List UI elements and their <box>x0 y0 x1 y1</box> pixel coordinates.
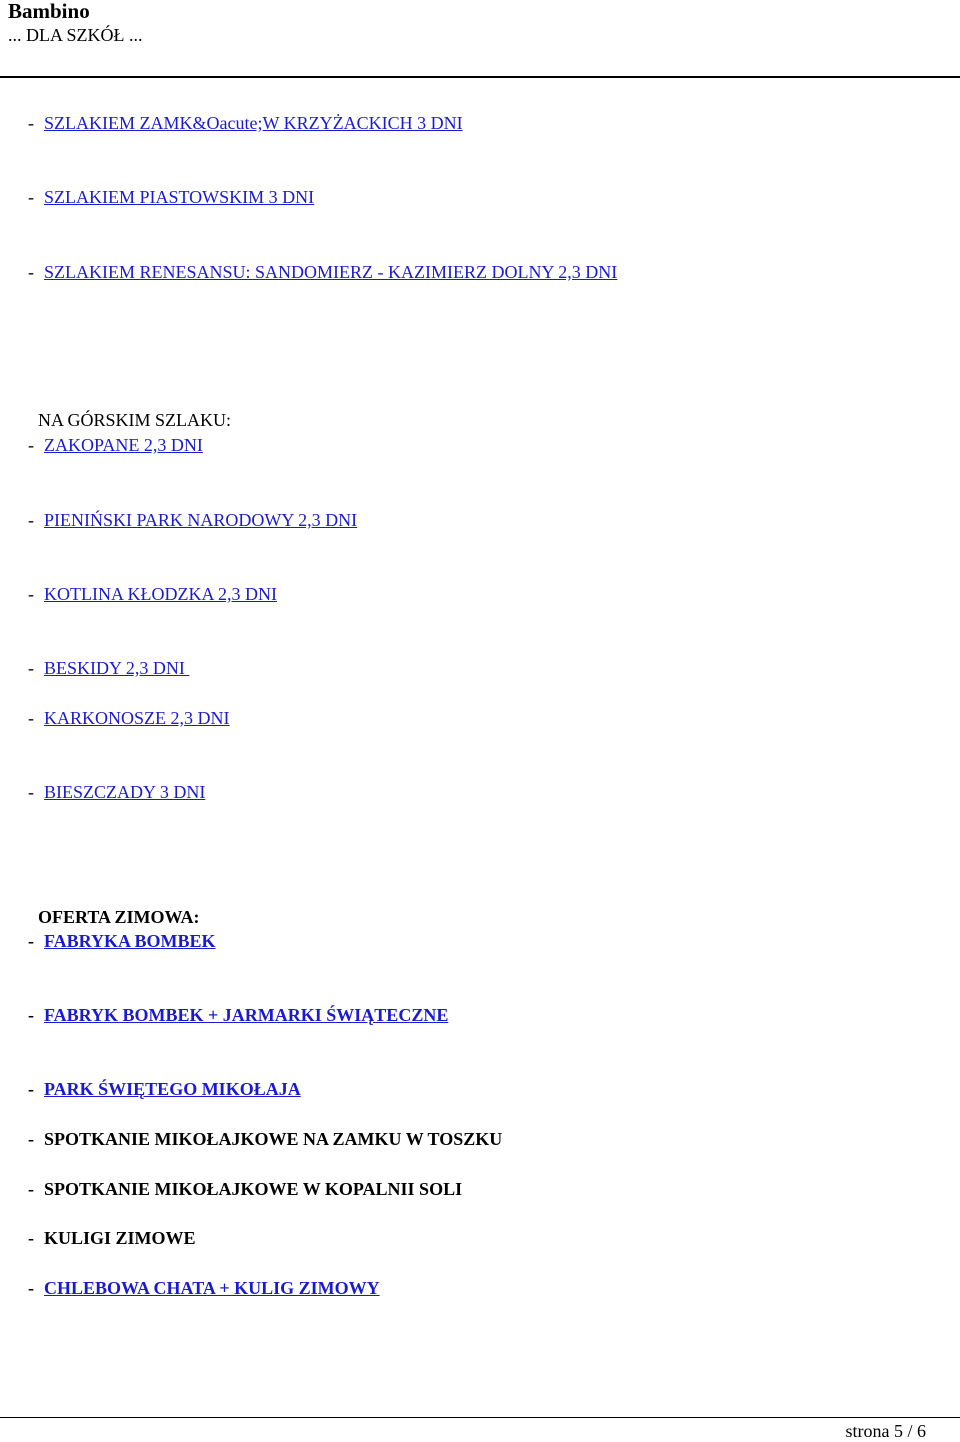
winter-link-bread-hut[interactable]: CHLEBOWA CHATA + KULIG ZIMOWY <box>44 1278 380 1298</box>
section-heading-winter: OFERTA ZIMOWA: <box>38 907 200 927</box>
list-item <box>28 434 203 456</box>
list-dash: - <box>28 658 34 678</box>
list-dash: - <box>28 113 34 133</box>
mountain-link-karkonosze[interactable]: KARKONOSZE 2,3 DNI <box>44 708 230 728</box>
mountain-link-pieniny[interactable]: PIENIŃSKI PARK NARODOWY 2,3 DNI <box>44 510 358 530</box>
trail-link-piast[interactable]: SZLAKIEM PIASTOWSKIM 3 DNI <box>44 187 315 207</box>
winter-link-bauble-factory-fairs[interactable]: FABRYK BOMBEK + JARMARKI ŚWIĄTECZNE <box>44 1005 449 1025</box>
list-dash: - <box>28 510 34 530</box>
header-divider <box>0 76 960 78</box>
list-item <box>28 112 463 134</box>
list-item <box>28 781 205 803</box>
list-dash: - <box>28 782 34 802</box>
list-item <box>28 509 357 531</box>
list-item <box>28 261 617 283</box>
site-subtitle: ... DLA SZKÓŁ ... <box>8 25 143 45</box>
winter-link-bauble-factory[interactable]: FABRYKA BOMBEK <box>44 931 216 951</box>
list-item <box>28 1004 448 1026</box>
list-item <box>28 1078 301 1100</box>
footer-divider <box>0 1417 960 1418</box>
mountain-link-zakopane[interactable]: ZAKOPANE 2,3 DNI <box>44 435 203 455</box>
site-title: Bambino <box>8 0 90 23</box>
list-dash: - <box>28 1079 34 1099</box>
list-dash: - <box>28 931 34 951</box>
mountain-link-beskidy[interactable]: BESKIDY 2,3 DNI <box>44 658 190 678</box>
list-item <box>28 186 314 208</box>
list-item <box>28 1178 462 1200</box>
winter-item-salt-mine: SPOTKANIE MIKOŁAJKOWE W KOPALNII SOLI <box>44 1179 463 1199</box>
list-dash: - <box>28 1228 34 1248</box>
winter-item-toszek-castle: SPOTKANIE MIKOŁAJKOWE NA ZAMKU W TOSZKU <box>44 1129 503 1149</box>
list-dash: - <box>28 708 34 728</box>
list-dash: - <box>28 1005 34 1025</box>
trail-link-renaissance[interactable]: SZLAKIEM RENESANSU: SANDOMIERZ - KAZIMIERZ DOLNY 2,3 DNI <box>44 262 618 282</box>
section-heading-mountains: NA GÓRSKIM SZLAKU: <box>38 410 232 430</box>
list-dash: - <box>28 1278 34 1298</box>
mountain-link-bieszczady[interactable]: BIESZCZADY 3 DNI <box>44 782 206 802</box>
list-item <box>28 1227 196 1249</box>
list-dash: - <box>28 1179 34 1199</box>
list-item <box>28 930 216 952</box>
list-item <box>28 583 277 605</box>
list-item <box>28 1128 502 1150</box>
list-dash: - <box>28 584 34 604</box>
mountain-link-klodzko[interactable]: KOTLINA KŁODZKA 2,3 DNI <box>44 584 277 604</box>
trail-link-teutonic-castles[interactable]: SZLAKIEM ZAMK&Oacute;W KRZYŻACKICH 3 DNI <box>44 113 463 133</box>
list-dash: - <box>28 435 34 455</box>
list-dash: - <box>28 262 34 282</box>
winter-link-santa-park[interactable]: PARK ŚWIĘTEGO MIKOŁAJA <box>44 1079 301 1099</box>
list-dash: - <box>28 1129 34 1149</box>
list-item <box>28 707 230 729</box>
winter-item-sleigh-rides: KULIGI ZIMOWE <box>44 1228 196 1248</box>
page-number: strona 5 / 6 <box>845 1421 926 1441</box>
list-item <box>28 1277 380 1299</box>
list-dash: - <box>28 187 34 207</box>
list-item <box>28 657 189 679</box>
